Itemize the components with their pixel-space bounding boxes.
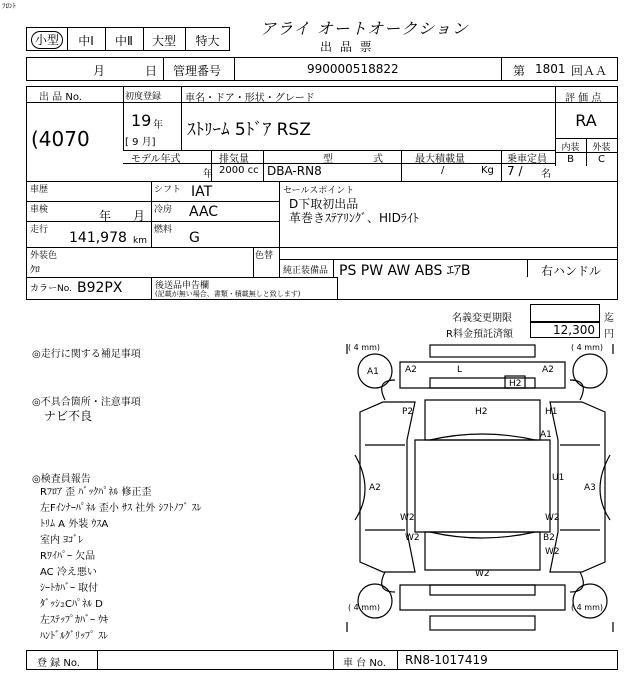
grade-value: RA [575, 111, 597, 130]
first-reg-label: 初度登録 [125, 92, 162, 102]
displacement-label: 排気量 [219, 154, 249, 165]
sales-label: セールスポイント [283, 186, 355, 196]
ext-color-value: ｸﾛ [30, 265, 40, 276]
fuel-label: 燃料 [154, 225, 173, 235]
mark-p2: P2 [402, 407, 414, 417]
tire-tl-label: ( 4 mm) [348, 343, 381, 352]
exterior-value: C [598, 154, 605, 165]
interior-value: B [567, 154, 574, 165]
max-load-value: / [441, 165, 445, 176]
tire-front-right [573, 354, 607, 388]
mark-h1: H1 [545, 407, 558, 417]
inspector-line: Rﾜｲﾊﾟｰ 欠品 [40, 551, 96, 562]
inspector-header: ◎検査員報告 [32, 474, 91, 485]
month-label: 月 [93, 64, 106, 78]
size-class-mid1: 中Ⅰ [78, 34, 94, 48]
capacity-label: 乗車定員 [507, 154, 547, 165]
color-no-value: B92PX [77, 280, 123, 296]
mark-w2-bottom-left: W2 [405, 533, 420, 543]
mark-a2-side: A2 [369, 483, 381, 493]
shipping-label: 後送品申告欄 [155, 281, 210, 291]
mark-w2-rear-right: W2 [545, 547, 560, 557]
inspector-line: AC 冷え悪い [40, 567, 97, 578]
inspector-line: Rﾌﾛｱ 歪 ﾊﾞｯｸﾊﾟﾈﾙ 修正歪 [40, 487, 152, 498]
tire-rear-left [358, 584, 392, 618]
year-unit: 年 [153, 120, 163, 131]
session-suffix: 回ＡＡ [571, 64, 608, 78]
tire-rear-right [573, 584, 607, 618]
inspector-line: 左Fｲﾝﾅｰﾊﾟﾈﾙ 歪小 ｻｽ 社外 ｼﾌﾄﾉﾌﾞ ｽﾚ [40, 503, 202, 514]
equip-label: 純正装備品 [283, 266, 329, 276]
reg-label: 登 録 No. [37, 658, 80, 669]
name-change-unit: 迄 [604, 313, 614, 324]
name-change-box [530, 304, 600, 322]
tire-tr-label: ( 4 mm) [571, 343, 604, 352]
shift-label: シフト [154, 185, 182, 195]
mark-w2-left: W2 [400, 513, 415, 523]
mark-w2-rear: W2 [475, 569, 490, 579]
lot-label: 出 品 No. [39, 92, 82, 103]
inspection-label: 車検 [30, 205, 49, 215]
mileage-value: 141,978 [69, 230, 127, 246]
mark-a1-right: A1 [540, 430, 552, 440]
exterior-label: 外装 [592, 143, 611, 153]
tire-bl-label: ( 4 mm) [348, 603, 381, 612]
year-value: 19 [131, 111, 152, 130]
equip-value: PS PW AW ABS ｴｱB [339, 263, 471, 279]
vehicle-name-label: 車名・ドア・形状・グレード [185, 93, 315, 104]
color-change-label: 色替 [255, 251, 274, 261]
size-class-small: 小型 [31, 31, 63, 49]
inspector-line: 室内 ﾖｺﾞﾚ [40, 535, 84, 546]
driving-notes-header: ◎走行に関する補足事項 [32, 349, 141, 360]
type-value: DBA-RN8 [267, 164, 322, 178]
inspector-line: ﾊﾝﾄﾞﾙｸﾞﾘｯﾌﾟ ｽﾚ [40, 631, 109, 642]
mark-b2: B2 [543, 533, 555, 543]
mgmt-value: 990000518822 [307, 62, 399, 76]
history-label: 車歴 [30, 185, 49, 195]
inspection-year: 年 [99, 209, 112, 223]
shift-value: IAT [191, 184, 213, 200]
ac-value: AAC [189, 204, 219, 220]
month-value: [ 9 月] [125, 137, 156, 148]
inspector-line: ﾀﾞｯｼｭCﾊﾟﾈﾙ D [40, 599, 103, 610]
size-class-xlarge: 特大 [195, 34, 220, 48]
defects-header: ◎不具合箇所・注意事項 [32, 397, 141, 408]
size-class-group [26, 27, 230, 51]
day-label: 日 [145, 64, 158, 78]
mark-h2-hood: H2 [475, 407, 488, 417]
tire-br-label: ( 4 mm) [571, 603, 604, 612]
mark-l-top: L [457, 365, 463, 375]
car-damage-diagram [345, 340, 620, 645]
color-no-label: カラーNo. [30, 284, 72, 294]
capacity-unit: 名 [541, 169, 551, 180]
recycle-box [530, 322, 600, 338]
mark-a2-top-left: A2 [405, 365, 417, 375]
chassis-value: RN8-1017419 [405, 653, 488, 667]
sales-line2: 革巻きｽﾃｱﾘﾝｸﾞ、HIDﾗｲﾄ [289, 211, 419, 225]
max-load-label: 最大積載量 [415, 154, 465, 165]
model-year-unit: 年 [203, 169, 213, 180]
inspector-lines [40, 485, 202, 645]
shipping-note: (記載が無い場合、書類・積載無しと致します) [155, 290, 301, 298]
auction-name: アライ オートオークション [260, 19, 469, 38]
session-prefix: 第 [513, 64, 526, 78]
chassis-label: 車 台 No. [343, 658, 386, 669]
max-load-unit: Kg [481, 165, 494, 176]
inspector-line: ｼｰﾄｶﾊﾞｰ 取付 [40, 583, 99, 594]
inspection-month: 月 [133, 209, 146, 223]
lot-number: (4070 [31, 127, 90, 151]
size-class-large: 大型 [151, 34, 176, 48]
size-class-mid2: 中Ⅱ [115, 34, 133, 48]
grade-label: 評 価 点 [565, 93, 602, 104]
recycle-label: R料金預託済額 [446, 329, 513, 340]
mileage-unit: km [133, 236, 147, 246]
capacity-value: 7 / [507, 164, 523, 178]
vehicle-name: ｽﾄﾘｰﾑ 5ﾄﾞｱ RSZ [187, 120, 311, 140]
mark-w2-right: W2 [545, 513, 560, 523]
mark-h2-top: H2 [509, 379, 522, 389]
name-change-label: 名義変更期限 [452, 313, 512, 324]
corner-mark: ﾌﾛﾝﾄ [2, 2, 16, 10]
mark-u1: U1 [552, 473, 565, 483]
model-year-label: モデル年式 [131, 154, 181, 165]
mark-a2-top-right: A2 [542, 365, 554, 375]
defects-text: ナビ不良 [44, 409, 93, 423]
type-label: 型 式 [323, 154, 383, 165]
mark-a3: A3 [584, 483, 596, 493]
mark-a1-left: A1 [367, 367, 379, 377]
fuel-value: G [189, 230, 200, 246]
sales-line1: D下取初出品 [289, 197, 359, 211]
interior-label: 内装 [561, 143, 580, 153]
recycle-value: 12,300 [553, 323, 595, 337]
form-title: 出 品 票 [320, 40, 374, 54]
ext-color-label: 外装色 [30, 251, 58, 261]
recycle-unit: 円 [604, 329, 614, 340]
mgmt-label: 管理番号 [173, 64, 222, 78]
vehicle-info-block [26, 86, 618, 300]
mileage-label: 走行 [30, 225, 49, 235]
inspector-line: 左ｽﾃｯﾌﾟｶﾊﾞｰ ｳｷ [40, 615, 109, 626]
displacement-value: 2000 cc [219, 165, 259, 176]
header-row [26, 57, 618, 81]
ac-label: 冷房 [154, 205, 173, 215]
session-number: 1801 [535, 62, 566, 76]
inspector-line: ﾄﾘﾑ A 外装 ｳｽA [40, 519, 109, 530]
steering-value: 右ハンドル [541, 264, 602, 278]
footer-row [26, 650, 618, 670]
